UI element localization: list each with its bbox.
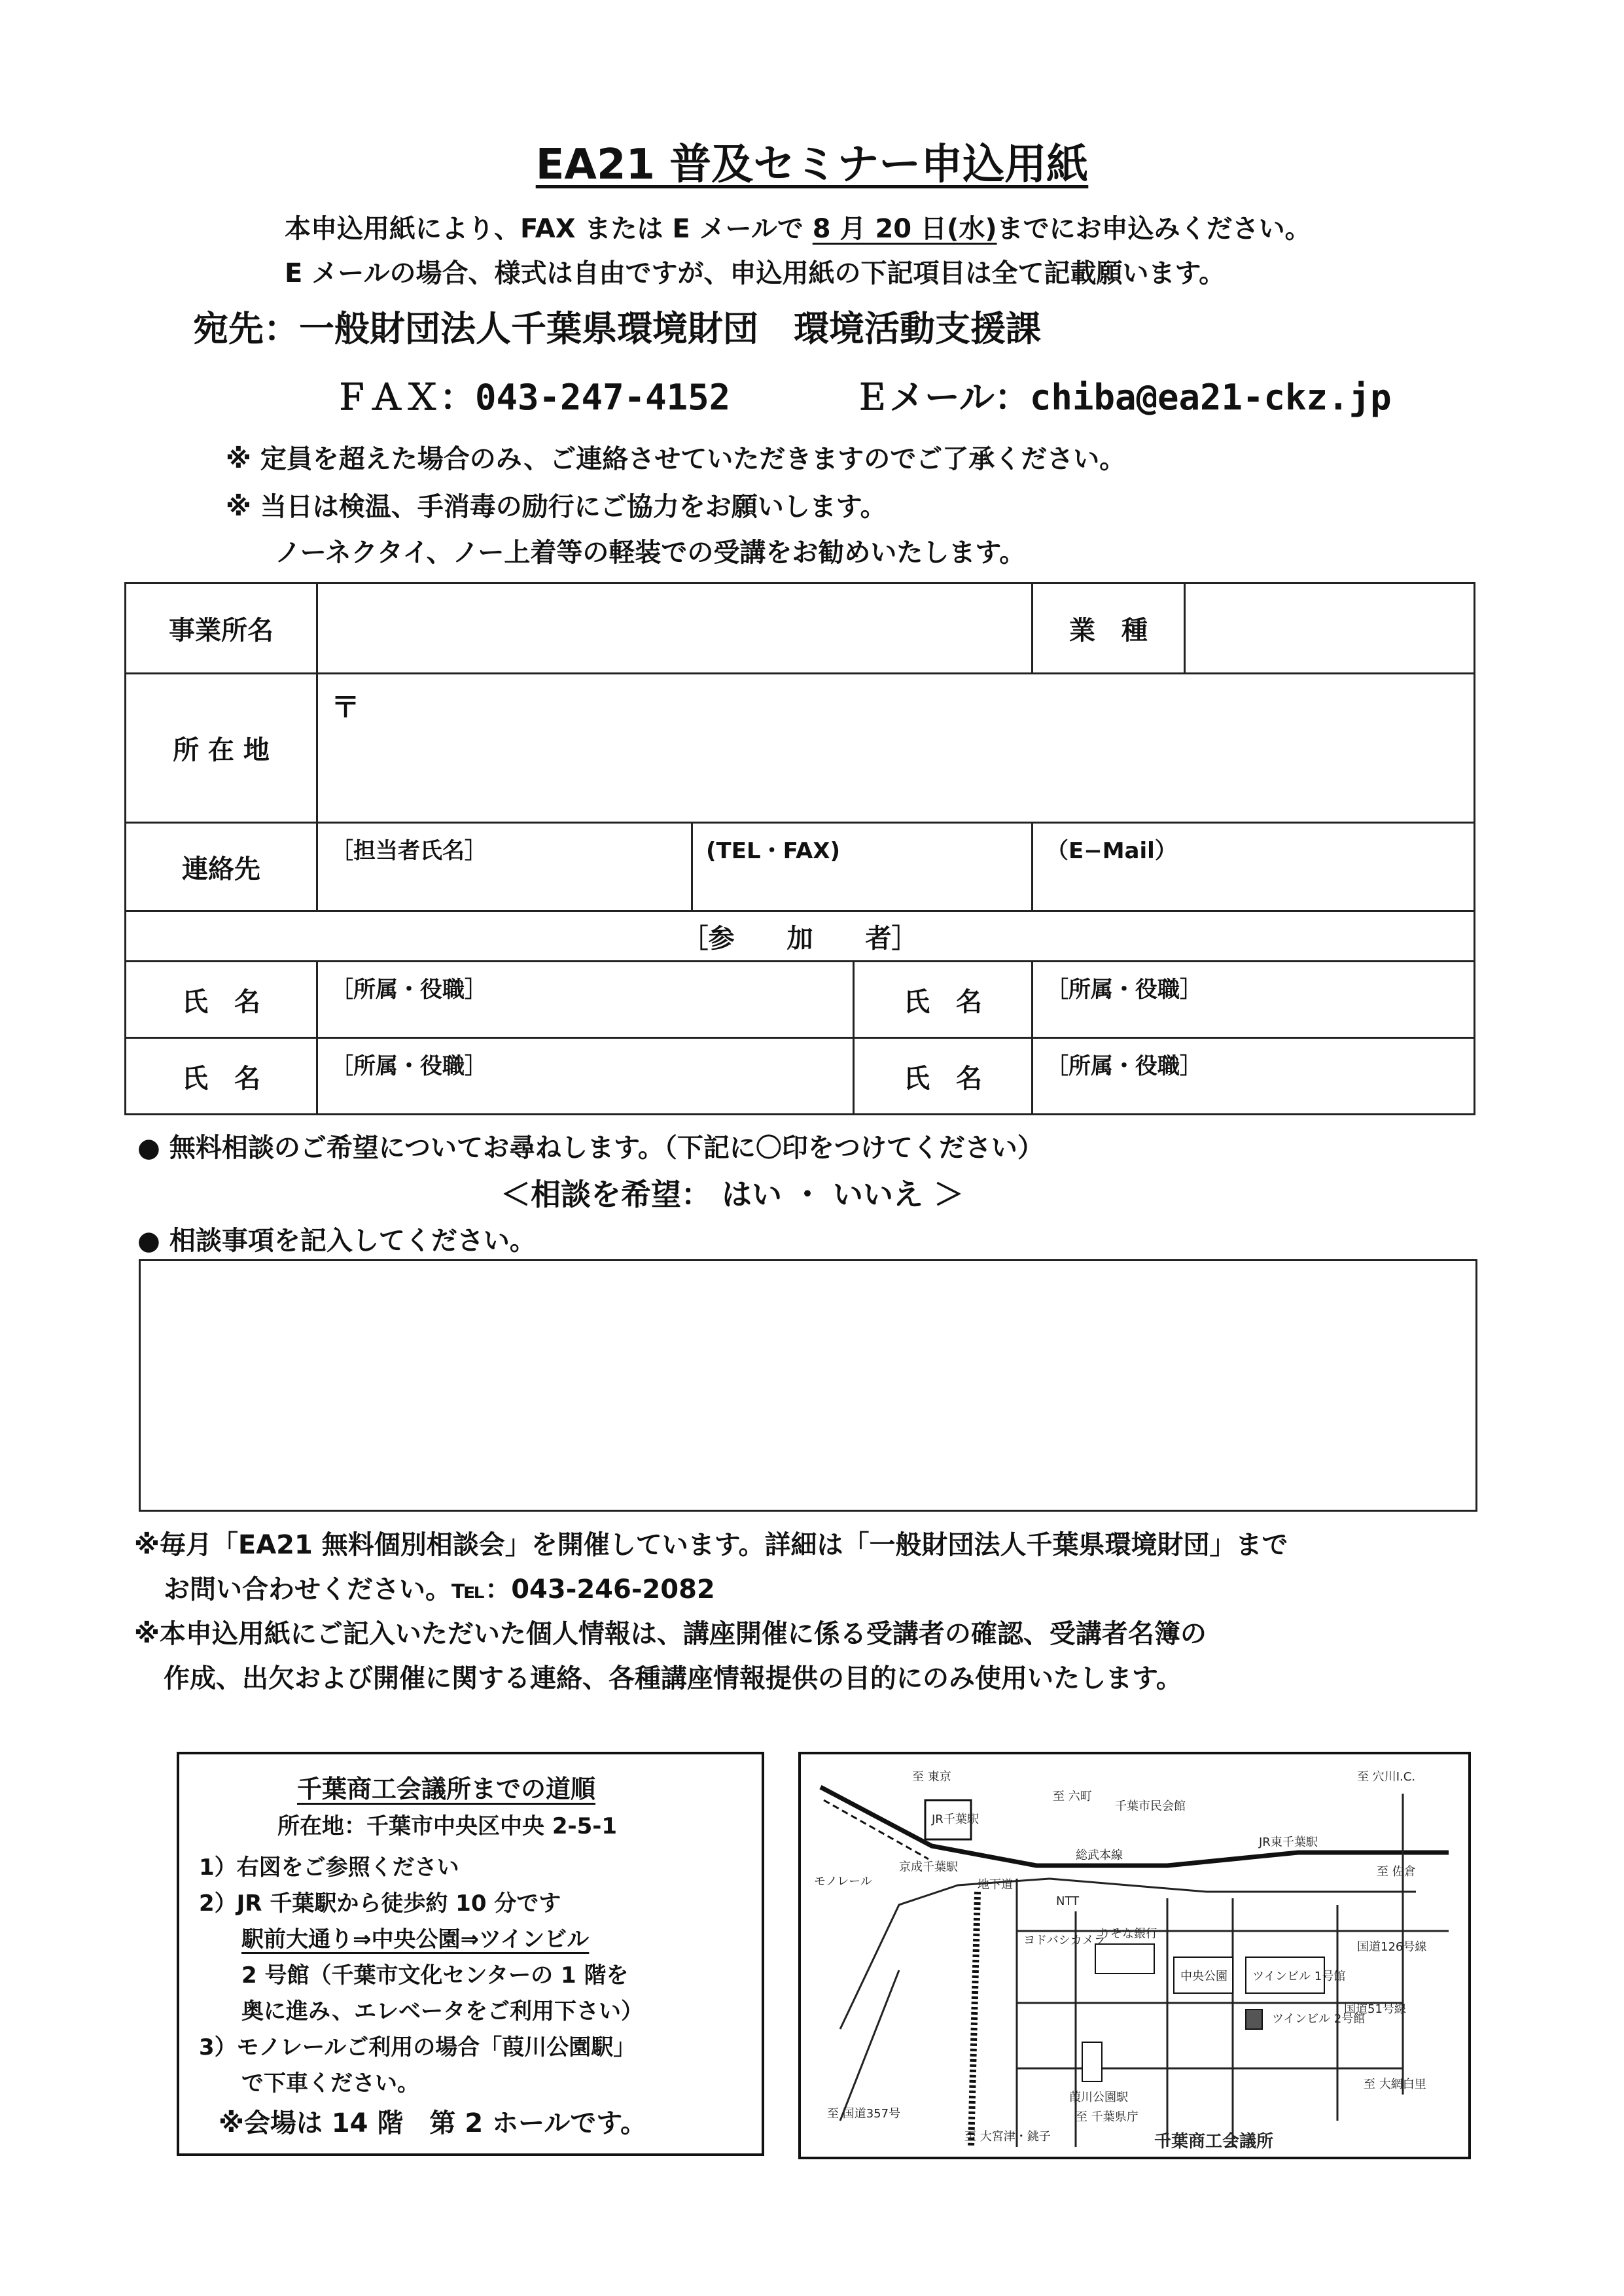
directions-step-2a: 2）JR 千葉駅から徒歩約 10 分です bbox=[199, 1890, 561, 1917]
map-label: NTT bbox=[1056, 1894, 1080, 1908]
email-field[interactable] bbox=[1033, 823, 1475, 911]
affiliation-label: ［所属・役職］ bbox=[1046, 977, 1202, 1003]
address-label: 所 在 地 bbox=[126, 674, 317, 823]
directions-step-1: 1）右図をご参照ください bbox=[199, 1854, 459, 1881]
affiliation-label: ［所属・役職］ bbox=[331, 1053, 487, 1079]
fax-number: 043-247-4152 bbox=[475, 377, 731, 418]
map-label: 至 東京 bbox=[912, 1770, 951, 1784]
contact-label: 連絡先 bbox=[126, 823, 317, 911]
road-west bbox=[840, 1970, 899, 2121]
map-label: ツインビル 1号館 bbox=[1252, 1970, 1346, 1983]
postal-mark: 〒 bbox=[331, 691, 360, 724]
consultation-choice[interactable]: ＜相談を希望： はい ・ いいえ ＞ bbox=[501, 1177, 964, 1212]
note-dress: ノーネクタイ、ノー上着等の軽装での受講をお勧めいたします。 bbox=[275, 538, 1026, 568]
affiliation-label: ［所属・役職］ bbox=[331, 977, 487, 1003]
participant-name-label: 氏 名 bbox=[854, 962, 1033, 1038]
map-label: 至 国道357号 bbox=[827, 2107, 901, 2121]
office-name-field[interactable] bbox=[317, 583, 1033, 674]
monthly-note-2: お問い合わせください。℡：043-246-2082 bbox=[164, 1574, 715, 1605]
participant-4-field[interactable] bbox=[1033, 1038, 1475, 1115]
map-label: JR東千葉駅 bbox=[1259, 1835, 1318, 1849]
map-label: 至 佐倉 bbox=[1377, 1865, 1416, 1879]
tel-fax-label: (TEL・FAX) bbox=[706, 838, 841, 864]
deadline: 8 月 20 日(水) bbox=[812, 214, 997, 244]
page-title: EA21 普及セミナー申込用紙 bbox=[535, 141, 1089, 189]
note-health: ※ 当日は検温、手消毒の励行にご協力をお願いします。 bbox=[226, 492, 887, 522]
directions-address: 所在地：千葉市中央区中央 2-5-1 bbox=[277, 1813, 618, 1839]
application-form bbox=[124, 582, 1475, 1115]
map-label: JR千葉駅 bbox=[932, 1813, 979, 1826]
intro-line-1: 本申込用紙により、FAX または E メールで 8 月 20 日(水)までにお申込みください。 bbox=[285, 214, 1311, 244]
map-label: モノレール bbox=[814, 1875, 872, 1888]
email-address: chiba@ea21-ckz.jp bbox=[1029, 377, 1392, 418]
map-label: 地下道 bbox=[978, 1878, 1013, 1892]
map-label: ツインビル 2号館 bbox=[1272, 2012, 1366, 2026]
map-label: 至 六町 bbox=[1053, 1790, 1092, 1803]
consultation-question: ● 無料相談のご希望についてお尋ねします。（下記に〇印をつけてください） bbox=[137, 1133, 1044, 1163]
industry-field[interactable] bbox=[1185, 583, 1475, 674]
participant-name-label: 氏 名 bbox=[854, 1038, 1033, 1115]
map-label: 至 大宮津・銚子 bbox=[964, 2130, 1051, 2144]
industry-label: 業 種 bbox=[1033, 583, 1185, 674]
map-label: 千葉市民会館 bbox=[1115, 1800, 1186, 1813]
privacy-note-2: 作成、出欠および開催に関する連絡、各種講座情報提供の目的にのみ使用いたします。 bbox=[164, 1663, 1182, 1694]
map-label: ヨドバシカメラ bbox=[1023, 1934, 1106, 1947]
participant-3-field[interactable] bbox=[317, 1038, 854, 1115]
yoshikawa-station bbox=[1082, 2042, 1102, 2081]
map-label: 京成千葉駅 bbox=[899, 1860, 958, 1874]
participant-name-label: 氏 名 bbox=[126, 962, 317, 1038]
consultation-details-prompt: ● 相談事項を記入してください。 bbox=[137, 1226, 536, 1256]
intro-line-2: E メールの場合、様式は自由ですが、申込用紙の下記項目は全て記載願います。 bbox=[285, 258, 1226, 288]
recipient: 宛先：一般財団法人千葉県環境財団 環境活動支援課 bbox=[193, 308, 1041, 349]
monthly-note-1: ※毎月「EA21 無料個別相談会」を開催しています。詳細は「一般財団法人千葉県環境財団」まで bbox=[134, 1530, 1288, 1560]
note-capacity: ※ 定員を超えた場合のみ、ご連絡させていただきますのでご了承ください。 bbox=[226, 444, 1126, 474]
keisei-line bbox=[824, 1800, 928, 1859]
map-label: 葭川公園駅 bbox=[1069, 2091, 1128, 2104]
privacy-note-1: ※本申込用紙にご記入いただいた個人情報は、講座開催に係る受講者の確認、受講者名簿の bbox=[134, 1619, 1207, 1649]
directions-step-3b: で下車ください。 bbox=[241, 2070, 419, 2096]
venue-note: ※会場は 14 階 第 2 ホールです。 bbox=[219, 2108, 647, 2138]
jr-sobu-line bbox=[821, 1787, 1449, 1866]
directions-title: 千葉商工会議所までの道順 bbox=[297, 1775, 596, 1803]
fax-line: ＦＡＸ：043-247-4152 bbox=[334, 377, 731, 418]
resona-building bbox=[1095, 1944, 1154, 1974]
participants-header: ［参 加 者］ bbox=[126, 911, 1475, 962]
email-label: （E−Mail） bbox=[1046, 838, 1177, 864]
directions-step-2d: 奥に進み、エレベータをご利用下さい） bbox=[241, 1998, 644, 2025]
person-in-charge-field[interactable] bbox=[317, 823, 692, 911]
participant-name-label: 氏 名 bbox=[126, 1038, 317, 1115]
directions-step-2c: 2 号館（千葉市文化センターの 1 階を bbox=[241, 1962, 629, 1989]
address-field[interactable] bbox=[317, 674, 1475, 823]
access-map bbox=[798, 1752, 1471, 2159]
twin-building-2 bbox=[1246, 2009, 1262, 2029]
participant-1-field[interactable] bbox=[317, 962, 854, 1038]
map-label: 至 千葉県庁 bbox=[1076, 2110, 1139, 2124]
participant-2-field[interactable] bbox=[1033, 962, 1475, 1038]
map-label: 至 穴川I.C. bbox=[1357, 1770, 1416, 1784]
map-drawing bbox=[801, 1754, 1468, 2157]
directions-box bbox=[177, 1752, 764, 2156]
map-label: 国道126号線 bbox=[1357, 1940, 1427, 1954]
map-label: 総武本線 bbox=[1076, 1849, 1123, 1862]
map-label: 中央公園 bbox=[1180, 1970, 1227, 1983]
map-label: 国道51号線 bbox=[1344, 2002, 1406, 2016]
tel-fax-field[interactable] bbox=[692, 823, 1033, 911]
map-label: 至 大網白里 bbox=[1364, 2078, 1426, 2091]
directions-step-2b: 駅前大通り⇒中央公園⇒ツインビル bbox=[241, 1926, 590, 1953]
map-caption: 千葉商工会議所 bbox=[1154, 2132, 1274, 2151]
consultation-details-field[interactable] bbox=[139, 1259, 1477, 1512]
office-name-label: 事業所名 bbox=[126, 583, 317, 674]
person-in-charge-label: ［担当者氏名］ bbox=[331, 838, 487, 864]
monorail-line bbox=[971, 1892, 978, 2147]
map-label: りそな銀行 bbox=[1099, 1927, 1157, 1941]
affiliation-label: ［所属・役職］ bbox=[1046, 1053, 1202, 1079]
directions-step-3a: 3）モノレールご利用の場合「葭川公園駅」 bbox=[199, 2034, 636, 2061]
email-line: Ｅメール：chiba@ea21-ckz.jp bbox=[854, 377, 1392, 418]
